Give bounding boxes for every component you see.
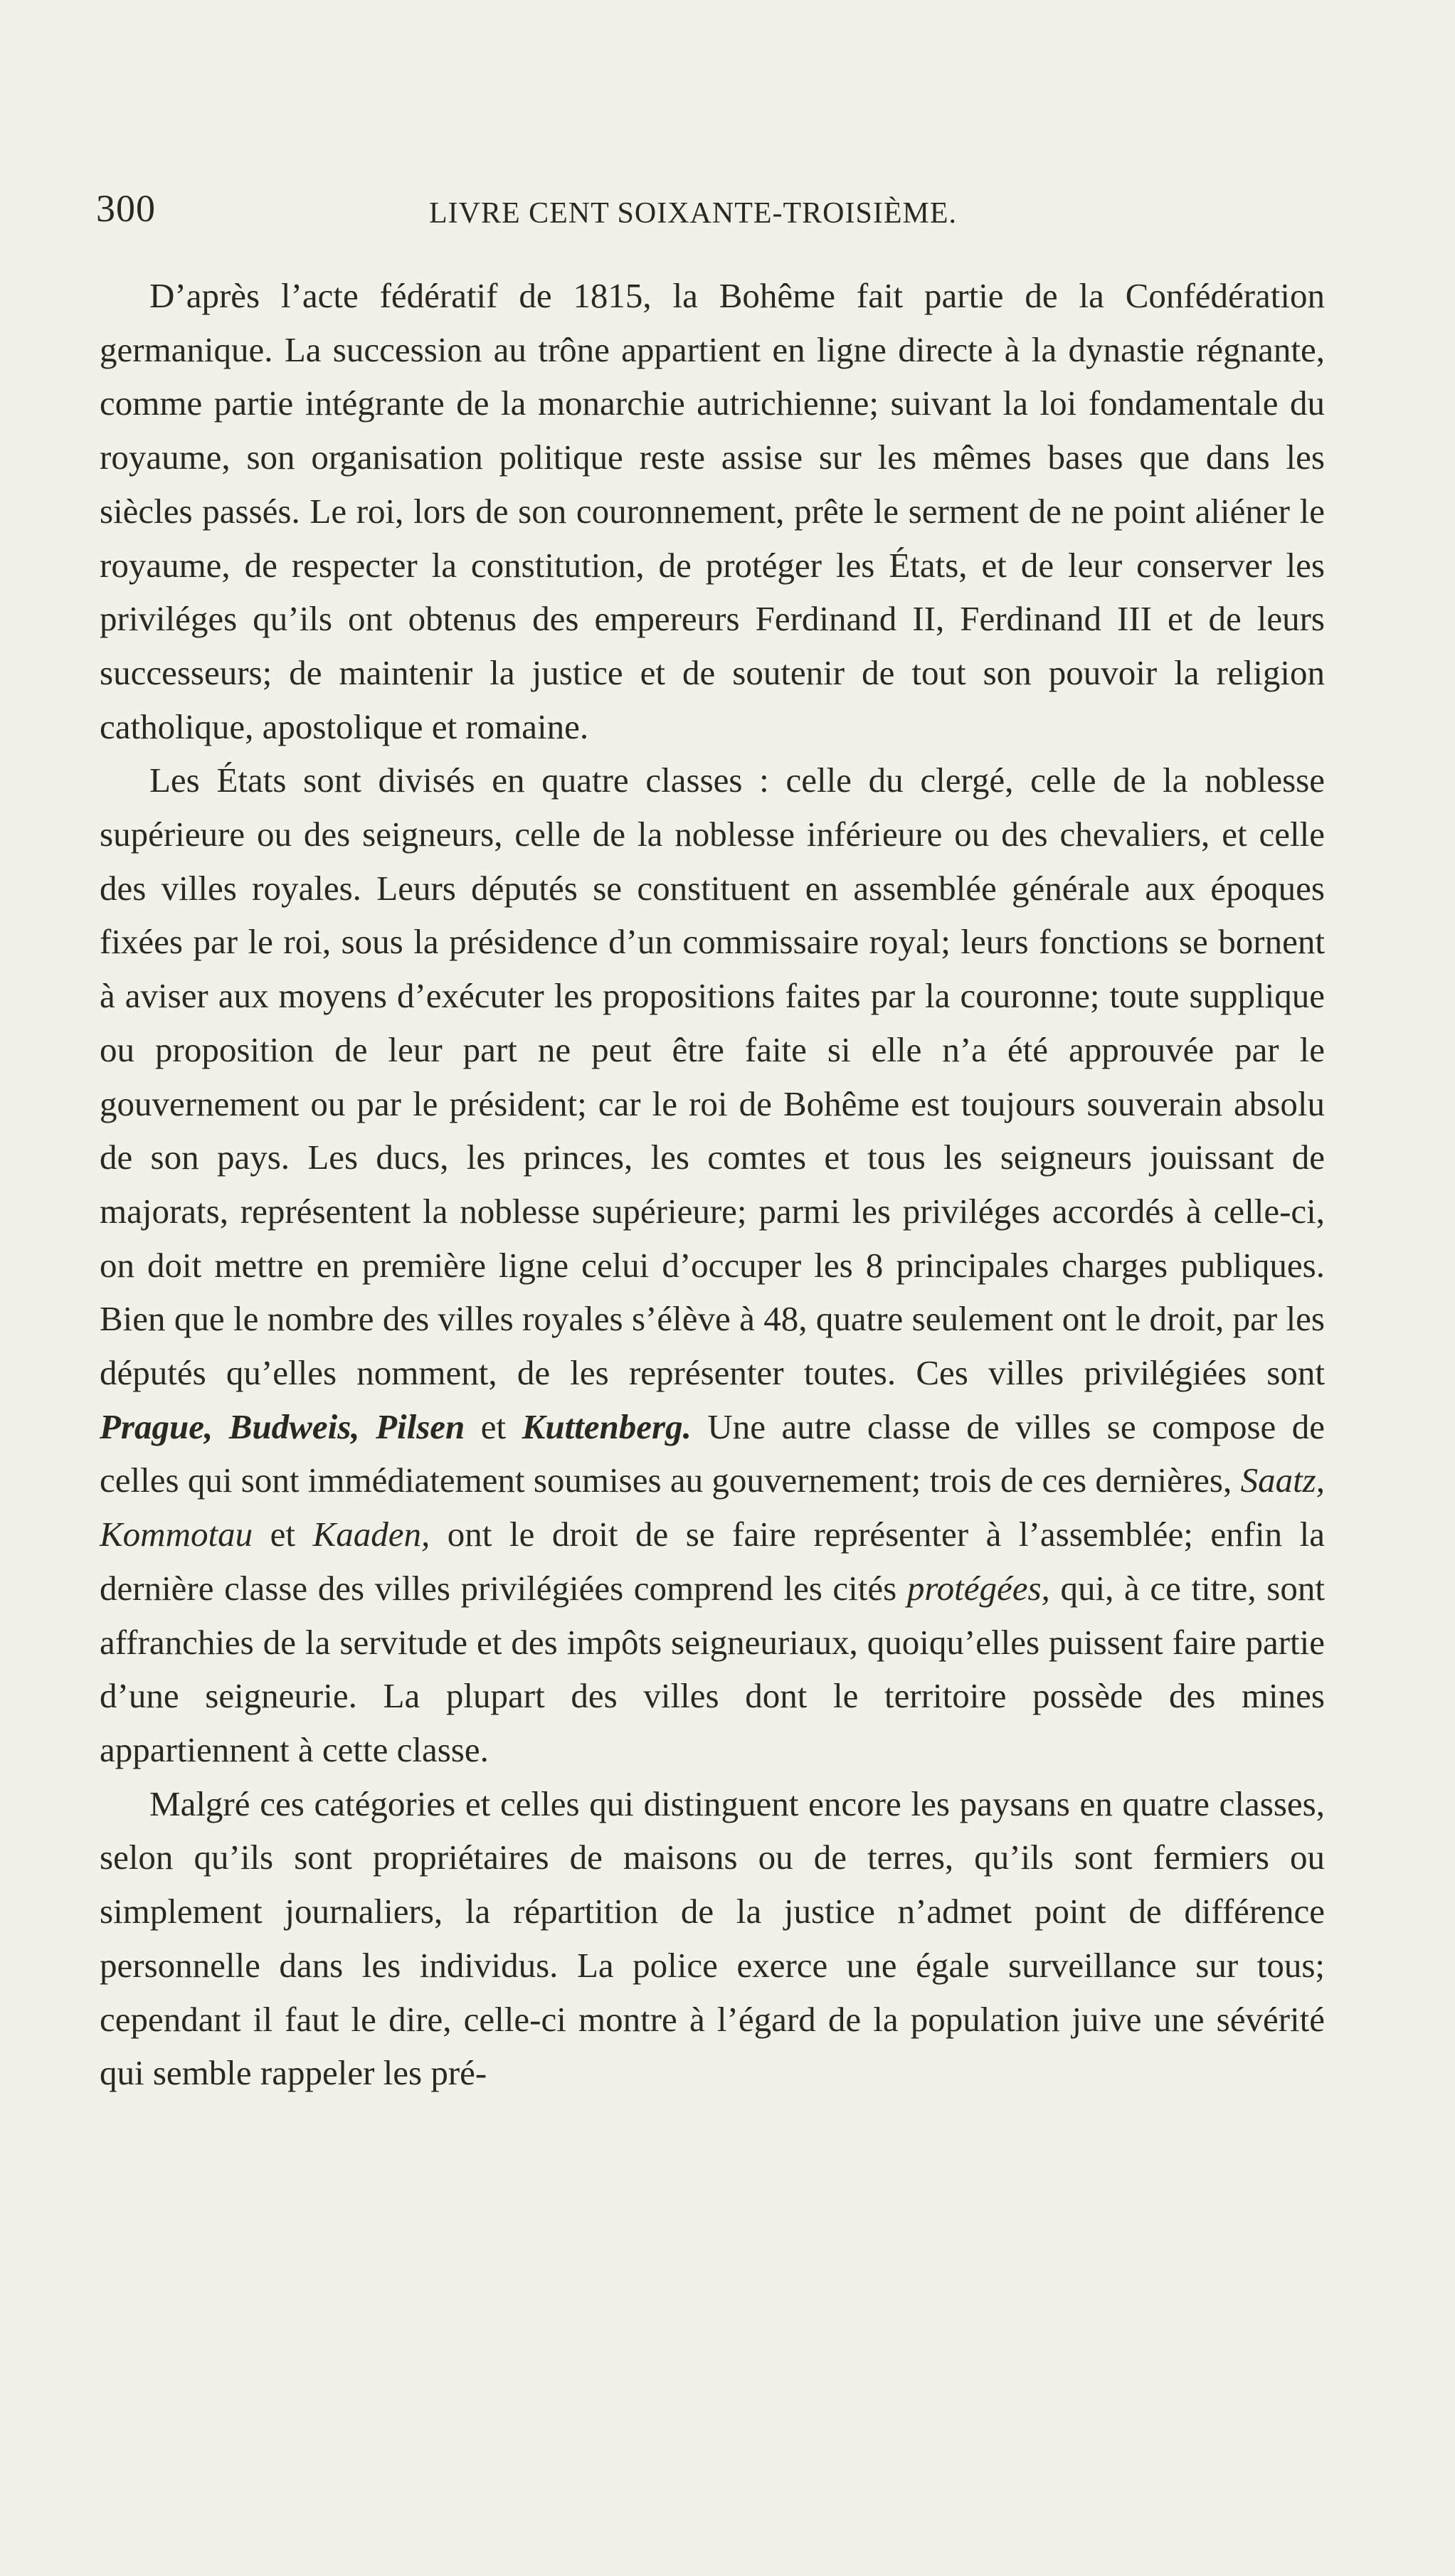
paragraph-3: Malgré ces catégories et celles qui distinguent encore les paysans en quatre classes, selon qu’ils sont propriétaires de maisons ou de terres, qu’ils sont fermiers ou simplement journaliers, la répartition de la justice n’admet point de différence personnelle dans les individus. La police exerce une égale surveillance sur tous; cependant il faut le dire, celle-ci montre à l’égard de la population juive une sévérité qui semble rappeler les pré-: [100, 1783, 1325, 2093]
body-text: [100, 269, 1325, 2100]
city-prague: Prague,: [100, 1406, 213, 1446]
city-kommotau: Kommotau: [100, 1515, 253, 1554]
paragraph-2: [100, 753, 1325, 1776]
city-kaaden: Kaaden,: [312, 1515, 430, 1554]
paragraph-2-part-a: Les États sont divisés en quatre classes : celle du clergé, celle de la noblesse supérieure ou des seigneurs, celle de la noblesse inférieure ou des chevaliers, et celle des villes royales. Leurs députés se constituent en assemblée générale aux époques fixées par le roi, sous la présidence d’un commissaire royal; leurs fonctions se bornent à aviser aux moyens d’exécuter les propositions faites par la couronne; toute supplique ou proposition de leur part ne peut être faite si elle n’a été approuvée par le gouvernement ou par le président; car le roi de Bohême est toujours souverain absolu de son pays. Les ducs, les princes, les comtes et tous les seigneurs jouissant de majorats, représentent la noblesse supérieure; parmi les priviléges accordés à celle-ci, on doit mettre en première ligne celui d’occuper les 8 principales charges publiques. Bien que le nombre des villes royales s’élève à 48, quatre seulement ont le droit, par les députés qu’elles nomment, de les représenter toutes. Ces villes privilégiées sont: [100, 760, 1325, 1393]
city-kuttenberg: Kuttenberg.: [522, 1406, 692, 1446]
paragraph-2-part-d: qui, à ce titre, sont affranchies de la servitude et des impôts seigneuriaux, quoiqu’elles puissent faire partie d’une seigneurie. La plupart des villes dont le territoire possède des mines appartiennent à cette classe.: [100, 1568, 1325, 1769]
page-header: [96, 186, 1334, 250]
page-number: 300: [96, 187, 156, 230]
paragraph-2-part-b: Une autre classe de villes se compose de celles qui sont immédiatement soumises au gouvernement; trois de ces dernières,: [100, 1406, 1326, 1500]
city-budweis: Budweis,: [228, 1406, 360, 1446]
paragraph-2-part-c: ont le droit de se faire représenter à l’assemblée; enfin la dernière classe des villes privilégiées comprend les cités: [100, 1515, 1326, 1608]
conjunction-et-1: et: [465, 1406, 522, 1446]
conjunction-et-2: et: [253, 1515, 313, 1554]
city-saatz: Saatz,: [1240, 1461, 1325, 1500]
running-title: LIVRE CENT SOIXANTE-TROISIÈME.: [429, 197, 957, 230]
paragraph-1: D’après l’acte fédératif de 1815, la Bohême fait partie de la Confédération germanique. La succession au trône appartient en ligne directe à la dynastie régnante, comme partie intégrante de la monarchie autrichienne; suivant la loi fondamentale du royaume, son organisation politique reste assise sur les mêmes bases que dans les siècles passés. Le roi, lors de son couronnement, prête le serment de ne point aliéner le royaume, de respecter la constitution, de protéger les États, et de leur conserver les priviléges qu’ils ont obtenus des empereurs Ferdinand II, Ferdinand III et de leurs successeurs; de maintenir la justice et de soutenir de tout son pouvoir la religion catholique, apostolique et romaine.: [100, 276, 1325, 746]
term-protegees: protégées,: [906, 1568, 1050, 1608]
city-pilsen: Pilsen: [376, 1406, 465, 1446]
